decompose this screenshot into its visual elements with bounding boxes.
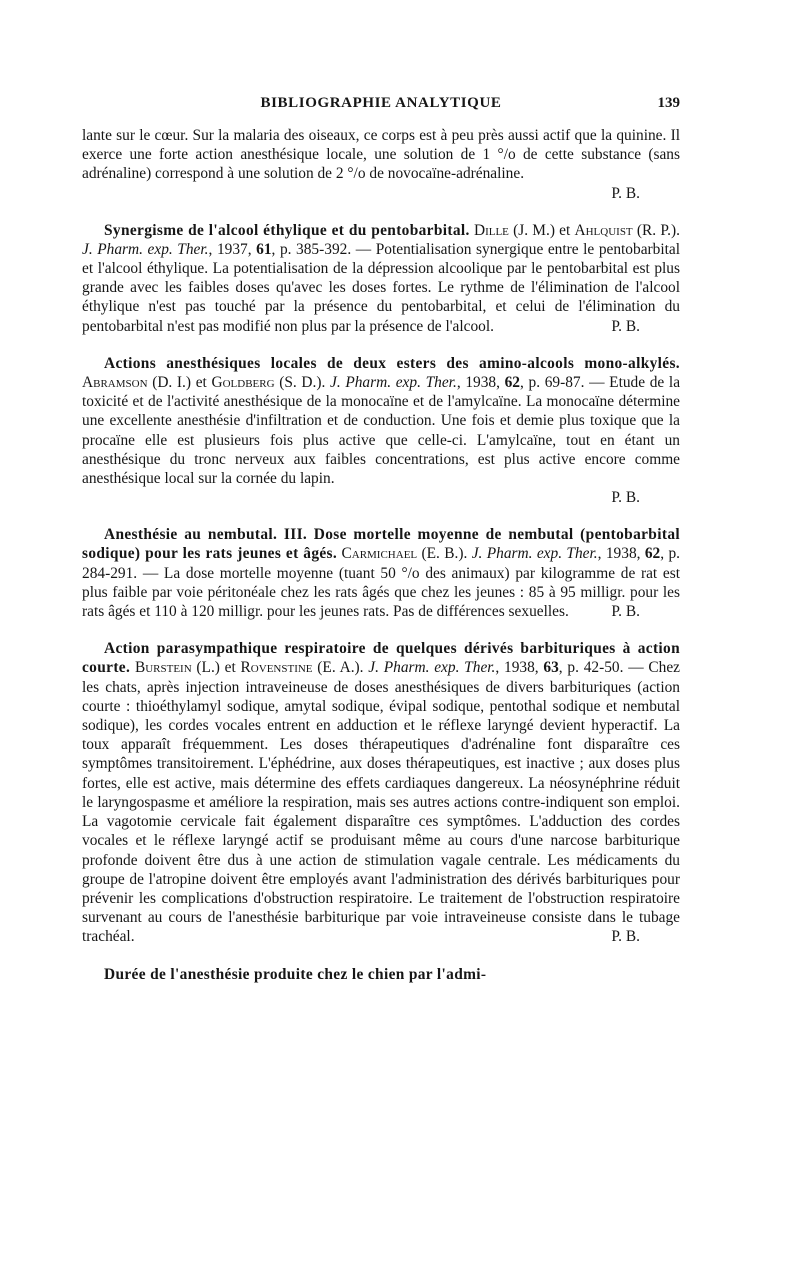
author-name: Goldberg [211, 374, 275, 392]
intro-continuation [82, 126, 680, 203]
author-name: Burstein [134, 659, 192, 677]
review-entry-1 [82, 221, 680, 336]
journal-page [82, 94, 680, 984]
volume-number: 61 [256, 240, 272, 258]
author-name: Rovenstine [240, 659, 313, 677]
entry-body: Potentialisation synergique entre le pentobarbital et l'alcool éthylique. La potentialisation de la dépression alcoolique par le pentobarbital est plus grande avec les faibles doses qu'avec les doses fortes. Le rythme de l'élimination de l'alcool éthylique n'est pas touché par la présence du pentobarbital, et celui de l'élimination du pentobarbital n'est pas modifié non plus par la présence de l'alcool. [82, 240, 681, 335]
journal-name: J. Pharm. exp. Ther. [329, 374, 457, 392]
entry-signature: P. B. [611, 489, 640, 507]
entry-signature: P. B. [611, 317, 640, 335]
author-name: Dille [473, 221, 509, 239]
review-entry-4 [82, 639, 680, 946]
entry-4-text: Action parasympathique respiratoire de quelques dérivés barbituriques à action courte. Burstein (L.) et Rovenstine (E. A.). J. Pharm. exp. Ther., 1938, 63, p. 42-50. — Chez les chats, après injection intraveineuse de doses anesthésiques de divers barbituriques (action courte : thioéthylamyl sodique, amytal sodique, évipal sodique, pentothal sodique et nembutal sodique), les cordes vocales entrent en adduction et le réflexe laryngé devient hyperactif. La toux apparaît fréquemment. Les doses thérapeutiques d'adrénaline font disparaître ces symptômes transitoirement. L'éphédrine, aux doses thérapeutiques, est inactive ; aux doses plus fortes, elle est active, mais détermine des effets cardiaques dangereux. La néosynéphrine réduit le laryngospasme et améliore la respiration, mais ses autres actions contre-indiquent son emploi. La vagotomie cervicale fait également disparaître ces symptômes. L'adduction des cordes vocales et le réflexe laryngé actif se produisant même au cours d'une narcose barbiturique profonde doivent être dus à une action de stimulation vagale centrale. Les médicaments du groupe de l'atropine doivent être employés avant l'administration des dérivés barbituriques pour prévenir les complications d'obstruction respiratoire. Le traitement de l'obstruction respiratoire survenant au cours de l'anesthésie barbiturique par voie intraveineuse consiste dans le tubage trachéal. P. B. [82, 640, 680, 946]
intro-text: lante sur le cœur. Sur la malaria des oiseaux, ce corps est à peu près aussi actif que la quinine. Il exerce une forte action anesthésique locale, une solution de 1 °/o de cette substance (sans adrénaline) correspond à une solution de 2 °/o de novocaïne-adrénaline. [82, 127, 680, 183]
volume-number: 62 [504, 374, 520, 392]
entry-signature: P. B. [611, 928, 640, 946]
review-entry-2 [82, 354, 680, 507]
entry-body: La dose mortelle moyenne (tuant 50 °/o des animaux) par kilogramme de rat est plus faible par voie péritonéale chez les rats âgés que chez les jeunes : 85 à 95 milligr. pour les rats âgés et 110 à 120 milligr. pour les jeunes rats. Pas de différences sexuelles. [82, 564, 680, 621]
volume-number: 63 [543, 659, 559, 677]
entry-body: Etude de la toxicité et de l'activité anesthésique de la monocaïne et de l'amylcaïne. La monocaïne détermine une excellente anesthésie d'infiltration et de conduction. Une fois et demie plus toxique que la procaïne elle est plusieurs fois plus active que celle-ci. L'amylcaïne, tout en étant un anesthésique du tronc nerveux aux faibles concentrations, est plus active encore comme anesthésique local sur la cornée du lapin. [82, 374, 681, 488]
entry-3-text: Anesthésie au nembutal. III. Dose mortelle moyenne de nembutal (pentobarbital sodique) pour les rats jeunes et âgés. Carmichael (E. B.). J. Pharm. exp. Ther., 1938, 62, p. 284-291. — La dose mortelle moyenne (tuant 50 °/o des animaux) par kilogramme de rat est plus faible par voie péritonéale chez les rats âgés que chez les jeunes : 85 à 95 milligr. pour les rats âgés et 110 à 120 milligr. pour les jeunes rats. Pas de différences sexuelles. P. B. [82, 526, 681, 621]
volume-number: 62 [644, 545, 661, 563]
entry-title: Actions anesthésiques locales de deux esters des amino-alcools mono-alkylés. [104, 354, 680, 372]
entry-2-text: Actions anesthésiques locales de deux esters des amino-alcools mono-alkylés. Abramson (D. I.) et Goldberg (S. D.). J. Pharm. exp. Ther., 1938, 62, p. 69-87. — Etude de la toxicité et de l'activité anesthésique de la monocaïne et de l'amylcaïne. La monocaïne détermine une excellente anesthésie d'infiltration et de conduction. Une fois et demie plus toxique que la procaïne elle est plusieurs fois plus active que celle-ci. L'amylcaïne, tout en étant un anesthésique du tronc nerveux aux faibles concentrations, est plus active encore comme anesthésique local sur la cornée du lapin. [82, 354, 681, 488]
entry-signature: P. B. [611, 603, 640, 621]
next-entry-heading [82, 965, 680, 984]
review-entry-3 [82, 525, 680, 621]
entry-title: Anesthésie au nembutal. III. Dose mortelle moyenne de nembutal (pentobarbital sodique) pour les rats jeunes et âgés. [82, 526, 680, 563]
entry-title: Synergisme de l'alcool éthylique et du pentobarbital. [104, 221, 470, 239]
entry-body: Chez les chats, après injection intraveineuse de doses anesthésiques de divers barbituriques (action courte : thioéthylamyl sodique, amytal sodique, évipal sodique, pentothal sodique et nembutal sodique), les cordes vocales entrent en adduction et le réflexe laryngé devient hyperactif. La toux apparaît fréquemment. Les doses thérapeutiques d'adrénaline font disparaître ces symptômes transitoirement. L'éphédrine, aux doses thérapeutiques, est inactive ; aux doses plus fortes, elle est active, mais détermine des effets cardiaques dangereux. La néosynéphrine réduit le laryngospasme et améliore la respiration, mais ses autres actions contre-indiquent son emploi. La vagotomie cervicale fait également disparaître ces symptômes. L'adduction des cordes vocales et le réflexe laryngé actif se produisant même au cours d'une narcose barbiturique profonde doivent être dus à une action de stimulation vagale centrale. Les médicaments du groupe de l'atropine doivent être employés avant l'administration des dérivés barbituriques pour prévenir les complications d'obstruction respiratoire. Le traitement de l'obstruction respiratoire survenant au cours de l'anesthésie barbiturique par voie intraveineuse consiste dans le tubage trachéal. [82, 659, 680, 946]
page-number: 139 [657, 95, 680, 111]
running-header [82, 94, 680, 118]
journal-name: J. Pharm. exp. Ther. [82, 240, 209, 258]
journal-name: J. Pharm. exp. Ther. [471, 545, 598, 563]
entry-title: Durée de l'anesthésie produite chez le chien par l'admi- [104, 965, 487, 983]
author-name: Ahlquist [574, 221, 633, 239]
author-name: Carmichael [341, 545, 418, 563]
intro-signature: P. B. [611, 184, 640, 202]
running-title: BIBLIOGRAPHIE ANALYTIQUE [260, 95, 502, 111]
entry-1-text: Synergisme de l'alcool éthylique et du pentobarbital. Dille (J. M.) et Ahlquist (R. P.). J. Pharm. exp. Ther., 1937, 61, p. 385-392. — Potentialisation synergique entre le pentobarbital et l'alcool éthylique. La potentialisation de la dépression alcoolique par le pentobarbital est plus grande avec les faibles doses qu'avec les doses fortes. Le rythme de l'élimination de l'alcool éthylique n'est pas touché par la présence du pentobarbital, et celui de l'élimination du pentobarbital n'est pas modifié non plus par la présence de l'alcool. P. B. [82, 221, 681, 335]
author-name: Abramson [82, 374, 148, 392]
journal-name: J. Pharm. exp. Ther. [368, 659, 496, 677]
entry-title: Action parasympathique respiratoire de quelques dérivés barbituriques à action courte. [82, 640, 680, 677]
